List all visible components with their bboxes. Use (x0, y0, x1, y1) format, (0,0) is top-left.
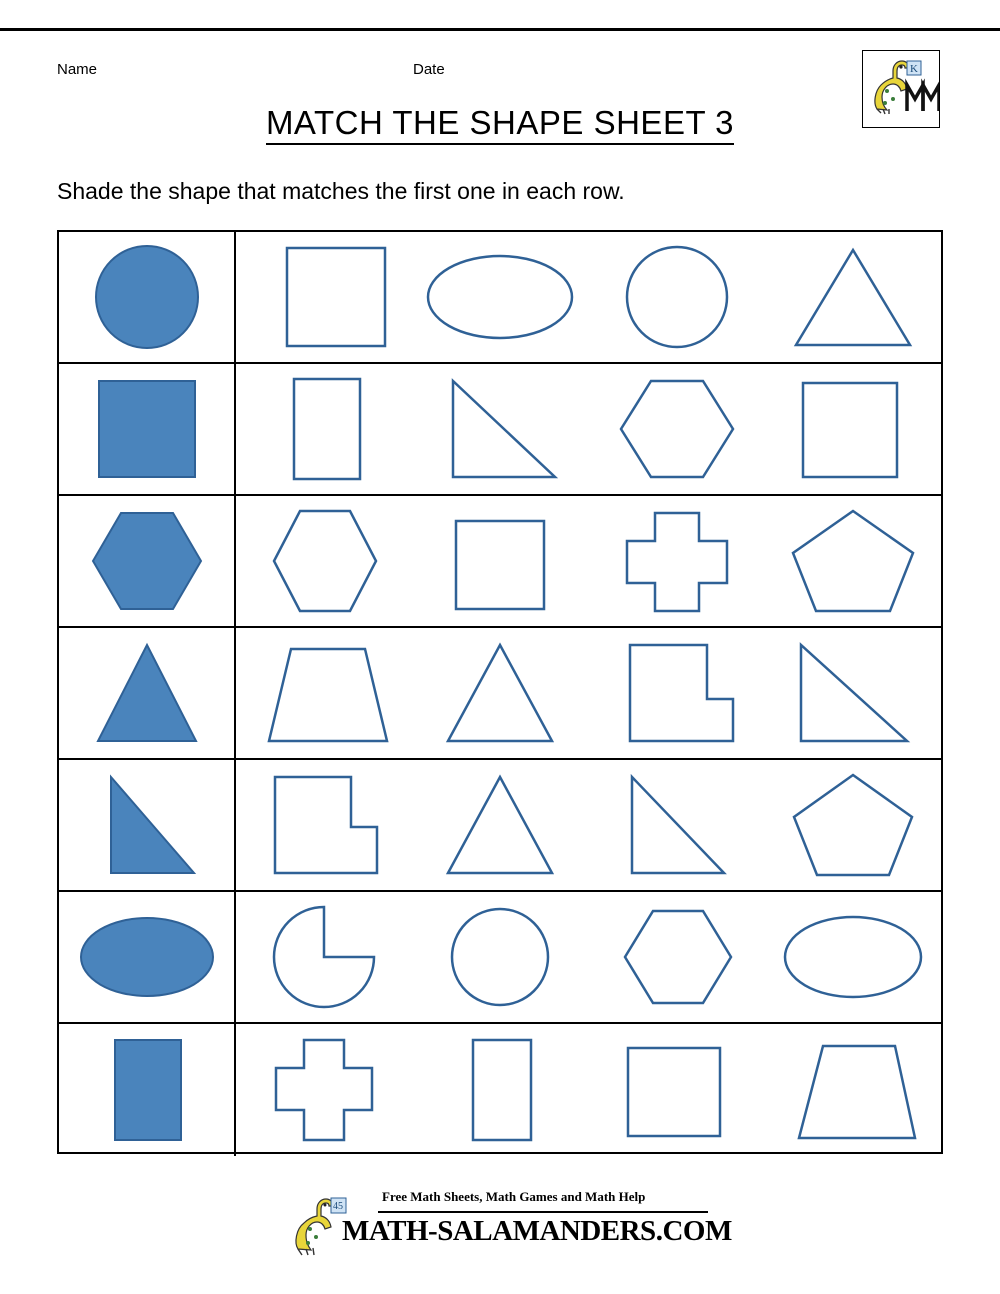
circle-shape (612, 241, 742, 353)
prompt-cell-row2 (59, 364, 236, 494)
right-triangle-shape (612, 769, 742, 881)
option-cell[interactable] (412, 496, 588, 626)
rectangle-shape (259, 373, 389, 485)
footer-tagline: Free Math Sheets, Math Games and Math Help (382, 1189, 646, 1204)
option-cell[interactable] (412, 364, 588, 494)
footer-divider (378, 1211, 708, 1213)
option-cell[interactable] (236, 892, 412, 1022)
table-row (59, 1024, 941, 1156)
options-row4 (236, 628, 941, 758)
ellipse-shape (420, 241, 580, 353)
option-cell[interactable] (236, 496, 412, 626)
cross-shape (612, 505, 742, 617)
option-cell[interactable] (589, 892, 765, 1022)
prompt-cell-row6 (59, 892, 236, 1022)
name-label: Name (57, 61, 98, 78)
option-cell[interactable] (412, 1024, 588, 1156)
option-cell[interactable] (589, 760, 765, 890)
triangle-shape (430, 769, 570, 881)
l-shape (612, 637, 742, 749)
option-cell[interactable] (765, 364, 941, 494)
circle-shape (435, 901, 565, 1013)
square-shape (254, 241, 394, 353)
square-shape (788, 373, 918, 485)
svg-text:45: 45 (333, 1201, 343, 1212)
trapezoid-shape (254, 637, 394, 749)
prompt-cell-row4 (59, 628, 236, 758)
trapezoid-shape (783, 1034, 923, 1146)
pentagon-shape (783, 505, 923, 617)
table-row (59, 496, 941, 628)
page-title-text: MATCH THE SHAPE SHEET 3 (266, 104, 734, 145)
option-cell[interactable] (765, 760, 941, 890)
instruction-text: Shade the shape that matches the first one in each row. (57, 178, 625, 204)
square-shape (435, 505, 565, 617)
hexagon-shape (607, 373, 747, 485)
option-cell[interactable] (589, 364, 765, 494)
prompt-cell-row7 (59, 1024, 236, 1156)
date-label: Date (413, 61, 445, 78)
hexagon-shape-filled (77, 505, 217, 617)
circle-shape-filled (82, 241, 212, 353)
option-cell[interactable] (589, 628, 765, 758)
ellipse-shape (778, 901, 928, 1013)
table-row (59, 364, 941, 496)
hexagon-shape (607, 901, 747, 1013)
triangle-shape (783, 241, 923, 353)
option-cell[interactable] (765, 628, 941, 758)
option-cell[interactable] (412, 892, 588, 1022)
pacman-shape (259, 901, 389, 1013)
option-cell[interactable] (412, 760, 588, 890)
option-cell[interactable] (589, 232, 765, 362)
option-cell[interactable] (589, 496, 765, 626)
option-cell[interactable] (236, 1024, 412, 1156)
option-cell[interactable] (236, 760, 412, 890)
cross-shape (259, 1034, 389, 1146)
table-row (59, 760, 941, 892)
option-cell[interactable] (765, 892, 941, 1022)
prompt-cell-row1 (59, 232, 236, 362)
ellipse-shape-filled (72, 901, 222, 1013)
footer (0, 1185, 1000, 1280)
options-row1 (236, 232, 941, 362)
right-triangle-shape-filled (82, 769, 212, 881)
option-cell[interactable] (412, 628, 588, 758)
option-cell[interactable] (236, 628, 412, 758)
option-cell[interactable] (589, 1024, 765, 1156)
square-shape-filled (82, 373, 212, 485)
square-shape (612, 1034, 742, 1146)
option-cell[interactable] (236, 232, 412, 362)
options-row2 (236, 364, 941, 494)
page-title (0, 104, 1000, 142)
table-row (59, 892, 941, 1024)
option-cell[interactable] (236, 364, 412, 494)
top-divider (0, 28, 1000, 31)
right-triangle-shape (430, 373, 570, 485)
option-cell[interactable] (765, 232, 941, 362)
right-triangle-shape (783, 637, 923, 749)
shape-match-grid (57, 230, 943, 1154)
table-row (59, 232, 941, 364)
prompt-cell-row5 (59, 760, 236, 890)
table-row (59, 628, 941, 760)
rectangle-shape (435, 1034, 565, 1146)
prompt-cell-row3 (59, 496, 236, 626)
option-cell[interactable] (412, 232, 588, 362)
options-row3 (236, 496, 941, 626)
option-cell[interactable] (765, 496, 941, 626)
triangle-shape-filled (82, 637, 212, 749)
option-cell[interactable] (765, 1024, 941, 1156)
svg-text:K: K (910, 63, 918, 75)
hexagon-shape (254, 505, 394, 617)
pentagon-shape (783, 769, 923, 881)
rectangle-shape-filled (82, 1034, 212, 1146)
options-row6 (236, 892, 941, 1022)
footer-url: MATH-SALAMANDERS.COM (342, 1215, 732, 1247)
l-shape (259, 769, 389, 881)
options-row5 (236, 760, 941, 890)
triangle-shape (430, 637, 570, 749)
options-row7 (236, 1024, 941, 1156)
